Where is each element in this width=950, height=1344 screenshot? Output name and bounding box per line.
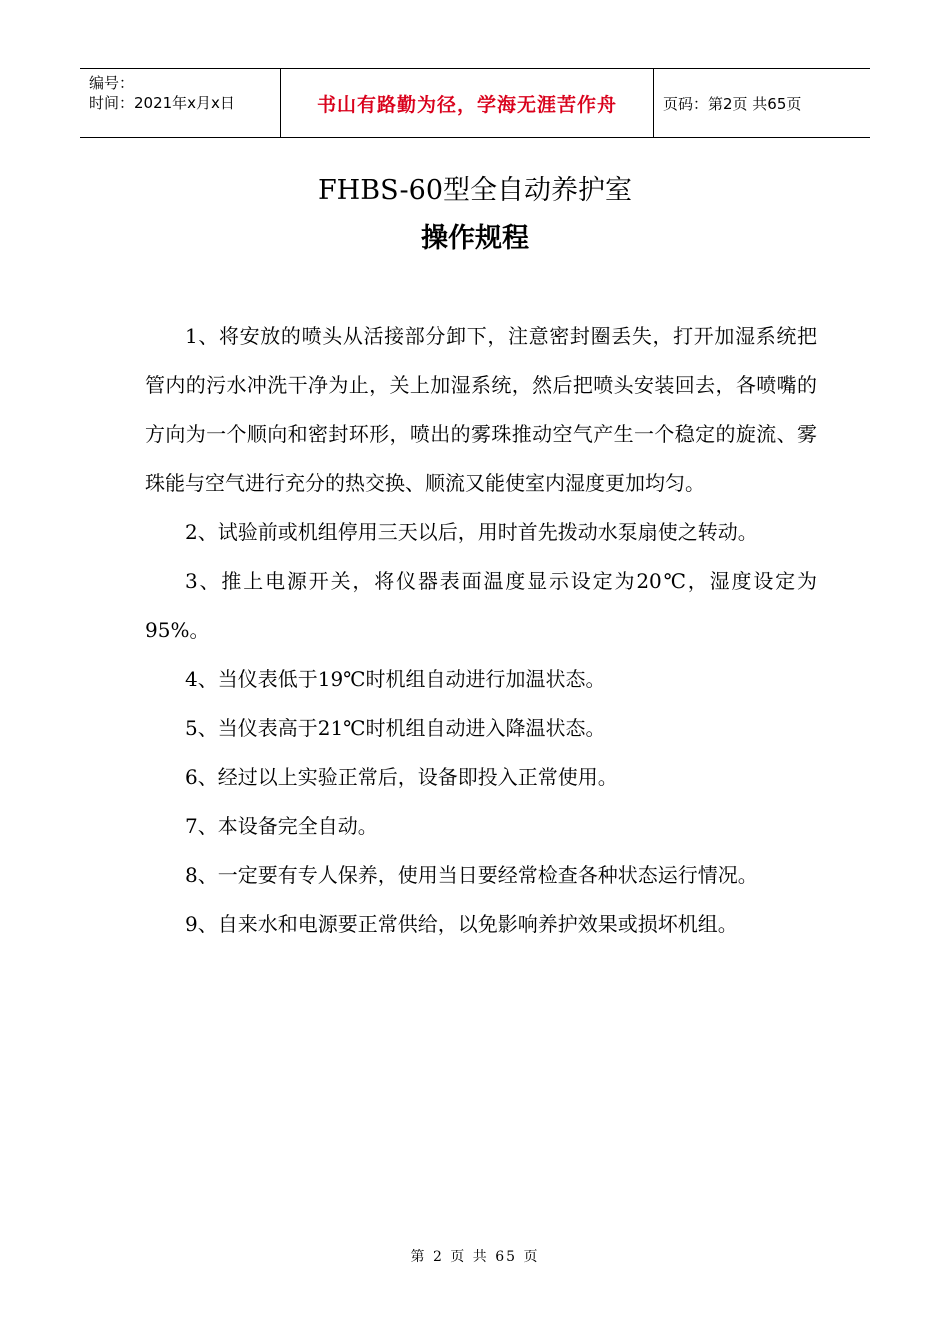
paragraph-8: 8、一定要有专人保养，使用当日要经常检查各种状态运行情况。: [185, 863, 758, 887]
page-info-cell: [654, 69, 870, 137]
document-title: FHBS-60型全自动养护室: [317, 175, 633, 206]
paragraph-6: 6、经过以上实验正常后，设备即投入正常使用。: [185, 765, 618, 789]
paragraph-7: 7、本设备完全自动。: [185, 814, 378, 838]
paragraph-9: 9、自来水和电源要正常供给，以免影响养护效果或损坏机组。: [185, 912, 738, 936]
paragraph-4: 4、当仪表低于19℃时机组自动进行加温状态。: [185, 667, 606, 691]
page-label: 页码：第2页 共65页: [663, 94, 802, 113]
number-label: 编号：: [89, 74, 135, 92]
paragraph-1: 1、将安放的喷头从活接部分卸下，注意密封圈丢失，打开加湿系统把管内的污水冲洗干净为止，关上加湿系统，然后把喷头安装回去，各喷嘴的方向为一个顺向和密封环形，喷出的雾珠推动空气产生一个稳定的旋流、雾珠能与空气进行充分的热交换、顺流又能使室内湿度更加均匀。: [145, 324, 817, 495]
paragraph-2: 2、试验前或机组停用三天以后，用时首先拨动水泵扇使之转动。: [185, 520, 758, 544]
motto-cell: [281, 69, 654, 137]
paragraph-3: 3、推上电源开关，将仪器表面温度显示设定为20℃，湿度设定为95%。: [145, 569, 817, 642]
page-footer: 第 2 页 共 65 页: [410, 1249, 540, 1265]
paragraph-5: 5、当仪表高于21℃时机组自动进入降温状态。: [185, 716, 606, 740]
motto-text: 书山有路勤为径，学海无涯苦作舟: [316, 93, 617, 116]
header-table: [80, 68, 870, 138]
document-subtitle: 操作规程: [421, 223, 529, 254]
date-label: 时间：2021年x月x日: [89, 94, 235, 112]
header-info-cell: [80, 69, 281, 137]
document-body: [145, 312, 817, 949]
